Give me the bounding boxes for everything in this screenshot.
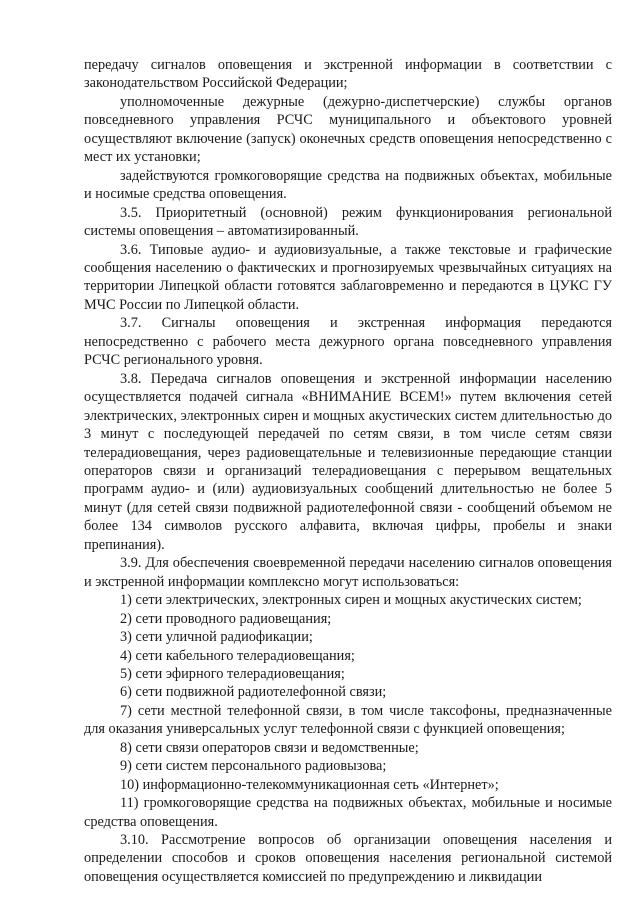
paragraph: 6) сети подвижной радиотелефонной связи;	[120, 684, 387, 701]
paragraph: 3) сети уличной радиофикации;	[120, 629, 313, 646]
paragraph: 11) громкоговорящие средства на подвижных объектах, мобильные и носимые средства оповещения.	[84, 795, 612, 830]
paragraph: уполномоченные дежурные (дежурно-диспетчерские) службы органов повседневного управления РСЧС муниципального и объектового уровней осуществляют включение (запуск) оконечных средств оповещения непосредственно с мест их установки;	[84, 93, 612, 166]
paragraph: 7) сети местной телефонной связи, в том числе таксофоны, предназначенные для оказания универсальных услуг телефонной связи с функцией оповещения;	[84, 702, 612, 738]
paragraph: передачу сигналов оповещения и экстренной информации в соответствии с законодательством Российской Федерации;	[84, 57, 612, 92]
paragraph: 2) сети проводного радиовещания;	[120, 610, 332, 627]
paragraph: 5) сети эфирного телерадиовещания;	[120, 665, 345, 682]
paragraph: 3.7. Сигналы оповещения и экстренная информация передаются непосредственно с рабочего места дежурного органа повседневного управления РСЧС регионального уровня.	[84, 315, 612, 369]
paragraph: 9) сети систем персонального радиовызова;	[120, 758, 387, 775]
paragraph: 3.5. Приоритетный (основной) режим функционирования региональной системы оповещения – автоматизированный.	[84, 204, 612, 240]
paragraph: 3.9. Для обеспечения своевременной передачи населению сигналов оповещения и экстренной информации комплексно могут использоваться:	[84, 555, 612, 590]
paragraph: 4) сети кабельного телерадиовещания;	[120, 647, 355, 664]
paragraph: 3.8. Передача сигналов оповещения и экстренной информации населению осуществляется подачей сигнала «ВНИМАНИЕ ВСЕМ!» путем включения сетей электрических, электронных сирен и мощных акустических систем длительностью до 3 минут с последующей передачей по сетям связи, в том числе сетям связи телерадиовещания, через радиовещательные и телевизионные передающие станции операторов связи и организаций телерадиовещания с перерывом вещательных программ аудио- и (или) аудиовизуальных сообщений длительностью не более 5 минут (для сетей связи подвижной радиотелефонной связи - сообщений объемом не более 134 символов русского алфавита, включая цифры, пробелы и знаки препинания).	[84, 370, 612, 553]
paragraph: задействуются громкоговорящие средства на подвижных объектах, мобильные и носимые средства оповещения.	[84, 167, 612, 203]
paragraph: 1) сети электрических, электронных сирен и мощных акустических систем;	[120, 592, 582, 609]
paragraph: 8) сети связи операторов связи и ведомственные;	[120, 739, 419, 756]
paragraph: 3.6. Типовые аудио- и аудиовизуальные, а также текстовые и графические сообщения населению о фактических и прогнозируемых чрезвычайных ситуациях на территории Липецкой области готовятся заблаговременно и передаются в ЦУКС ГУ МЧС России по Липецкой области.	[84, 241, 612, 313]
document-body	[84, 56, 612, 886]
paragraph: 3.10. Рассмотрение вопросов об организации оповещения населения и определении способов и сроков оповещения населения региональной системой оповещения осуществляется комиссией по предупреждению и ликвидации	[84, 832, 612, 885]
paragraph: 10) информационно-телекоммуникационная сеть «Интернет»;	[120, 776, 499, 793]
